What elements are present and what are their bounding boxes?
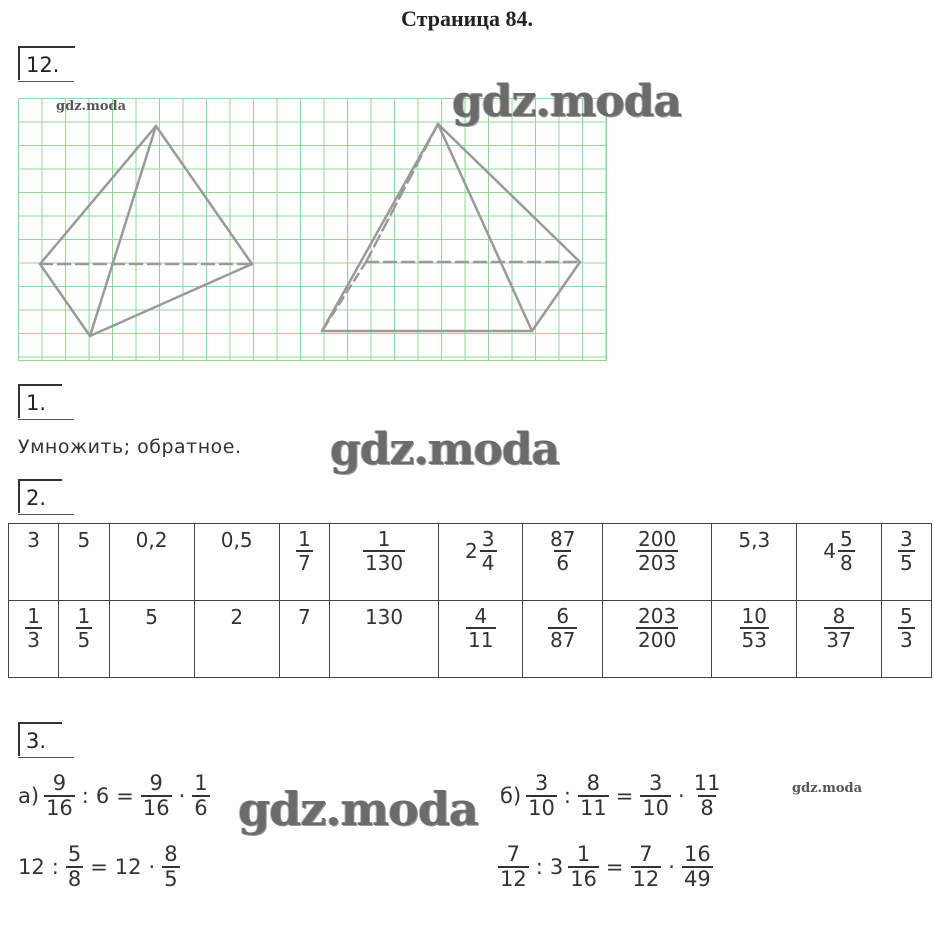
- task-1-label: 1.: [18, 384, 62, 418]
- table-cell: 2 $\frac{3}{4}$: [439, 524, 523, 601]
- table-cell: 2: [194, 601, 279, 678]
- part-label: а): [18, 784, 40, 809]
- table-cell: [279, 524, 329, 601]
- fraction: $\frac{5}{8}$: [67, 842, 82, 892]
- fraction: $\frac{203}{200}$: [638, 604, 677, 652]
- table-cell: 4 $\frac{5}{8}$: [797, 524, 881, 601]
- fraction: $\frac{9}{16}$: [46, 771, 73, 821]
- watermark: gdz.moda: [238, 782, 478, 836]
- fraction: $\frac{5}{3}$: [899, 604, 913, 652]
- fraction: $\frac{16}{49}$: [683, 842, 711, 892]
- pyramid2-edge: [532, 262, 580, 331]
- watermark: gdz.moda: [330, 424, 560, 475]
- table-cell: [9, 601, 59, 678]
- table-cell: 130: [330, 601, 439, 678]
- task-3a-line1: а) $\frac{9}{16}$ : 6 = $\frac{9}{16}$ · $\frac{1}{6}$: [18, 771, 208, 821]
- fraction: $\frac{8}{11}$: [579, 771, 607, 821]
- table-cell: [797, 601, 881, 678]
- watermark: gdz.moda: [56, 99, 127, 114]
- fraction: $\frac{1}{130}$: [364, 527, 404, 575]
- task-3a-line2: 12 : $\frac{5}{8}$ = 12 · $\frac{8}{5}$: [18, 842, 178, 892]
- fraction: $\frac{8}{5}$: [164, 842, 178, 892]
- task-3b-line2: $\frac{7}{12}$ : 3 $\frac{1}{16}$ = $\frac{7}{12}$ · $\frac{16}{49}$: [500, 842, 711, 892]
- table-cell: [523, 524, 603, 601]
- watermark: gdz.moda: [452, 76, 682, 127]
- table-cell: [59, 601, 109, 678]
- fraction: $\frac{4}{11}$: [468, 604, 494, 652]
- fraction: $\frac{3}{10}$: [642, 771, 670, 821]
- pyramid-drawings: [0, 0, 934, 370]
- fraction: $\frac{9}{16}$: [142, 771, 170, 821]
- table-cell: 5: [109, 601, 194, 678]
- fraction: $\frac{1}{3}$: [27, 604, 40, 652]
- table-cell: [603, 524, 712, 601]
- task-1-answer: Умножить; обратное.: [18, 436, 242, 458]
- page-title: Страница 84.: [401, 6, 533, 31]
- table-cell: [330, 524, 439, 601]
- reciprocal-table: [8, 523, 932, 678]
- fraction: $\frac{1}{16}$: [570, 842, 597, 892]
- table-cell: 5: [59, 524, 109, 601]
- fraction: $\frac{200}{203}$: [638, 527, 677, 575]
- fraction: $\frac{87}{6}$: [550, 527, 576, 575]
- task-2-label: 2.: [18, 479, 62, 513]
- table-cell: [881, 601, 931, 678]
- fraction: $\frac{6}{87}$: [550, 604, 576, 652]
- pyramid2-edge: [438, 124, 580, 262]
- fraction: $\frac{1}{6}$: [194, 771, 208, 821]
- table-cell: 7: [279, 601, 329, 678]
- task-3b-line1: б) $\frac{3}{10}$ : $\frac{8}{11}$ = $\frac{3}{10}$ · $\frac{11}{8}$: [500, 771, 721, 821]
- table-row: [9, 524, 932, 601]
- part-label: б): [500, 784, 522, 809]
- pyramid1-edge: [90, 126, 156, 336]
- pyramid1-edge: [40, 126, 156, 264]
- table-cell: 0,5: [194, 524, 279, 601]
- pyramid2-hidden-edge: [322, 262, 366, 331]
- fraction: $\frac{7}{12}$: [500, 842, 527, 892]
- fraction: $\frac{1}{5}$: [77, 604, 91, 652]
- fraction: $\frac{3}{5}$: [899, 527, 913, 575]
- table-cell: 5,3: [712, 524, 797, 601]
- table-cell: [712, 601, 797, 678]
- task-12-label: 12.: [18, 46, 75, 80]
- task-3-label: 3.: [18, 722, 62, 756]
- table-cell: 0,2: [109, 524, 194, 601]
- watermark: gdz.moda: [792, 781, 863, 796]
- pyramid1-edge: [156, 126, 252, 264]
- table-row: [9, 601, 932, 678]
- pyramid2-hidden-edge: [366, 124, 438, 262]
- fraction: $\frac{8}{37}$: [826, 604, 852, 652]
- fraction: $\frac{3}{10}$: [528, 771, 555, 821]
- fraction: $\frac{5}{8}$: [839, 527, 853, 575]
- table-cell: [439, 601, 523, 678]
- pyramid1-edge: [90, 264, 252, 336]
- table-cell: [881, 524, 931, 601]
- fraction: $\frac{1}{7}$: [298, 527, 311, 575]
- pyramid1-edge: [40, 264, 90, 336]
- fraction: $\frac{3}{4}$: [481, 527, 495, 575]
- fraction: $\frac{7}{12}$: [632, 842, 660, 892]
- table-cell: [523, 601, 603, 678]
- table-cell: [603, 601, 712, 678]
- pyramid2-edge: [438, 124, 532, 331]
- table-cell: 3: [9, 524, 59, 601]
- fraction: $\frac{10}{53}$: [741, 604, 767, 652]
- fraction: $\frac{11}{8}$: [693, 771, 721, 821]
